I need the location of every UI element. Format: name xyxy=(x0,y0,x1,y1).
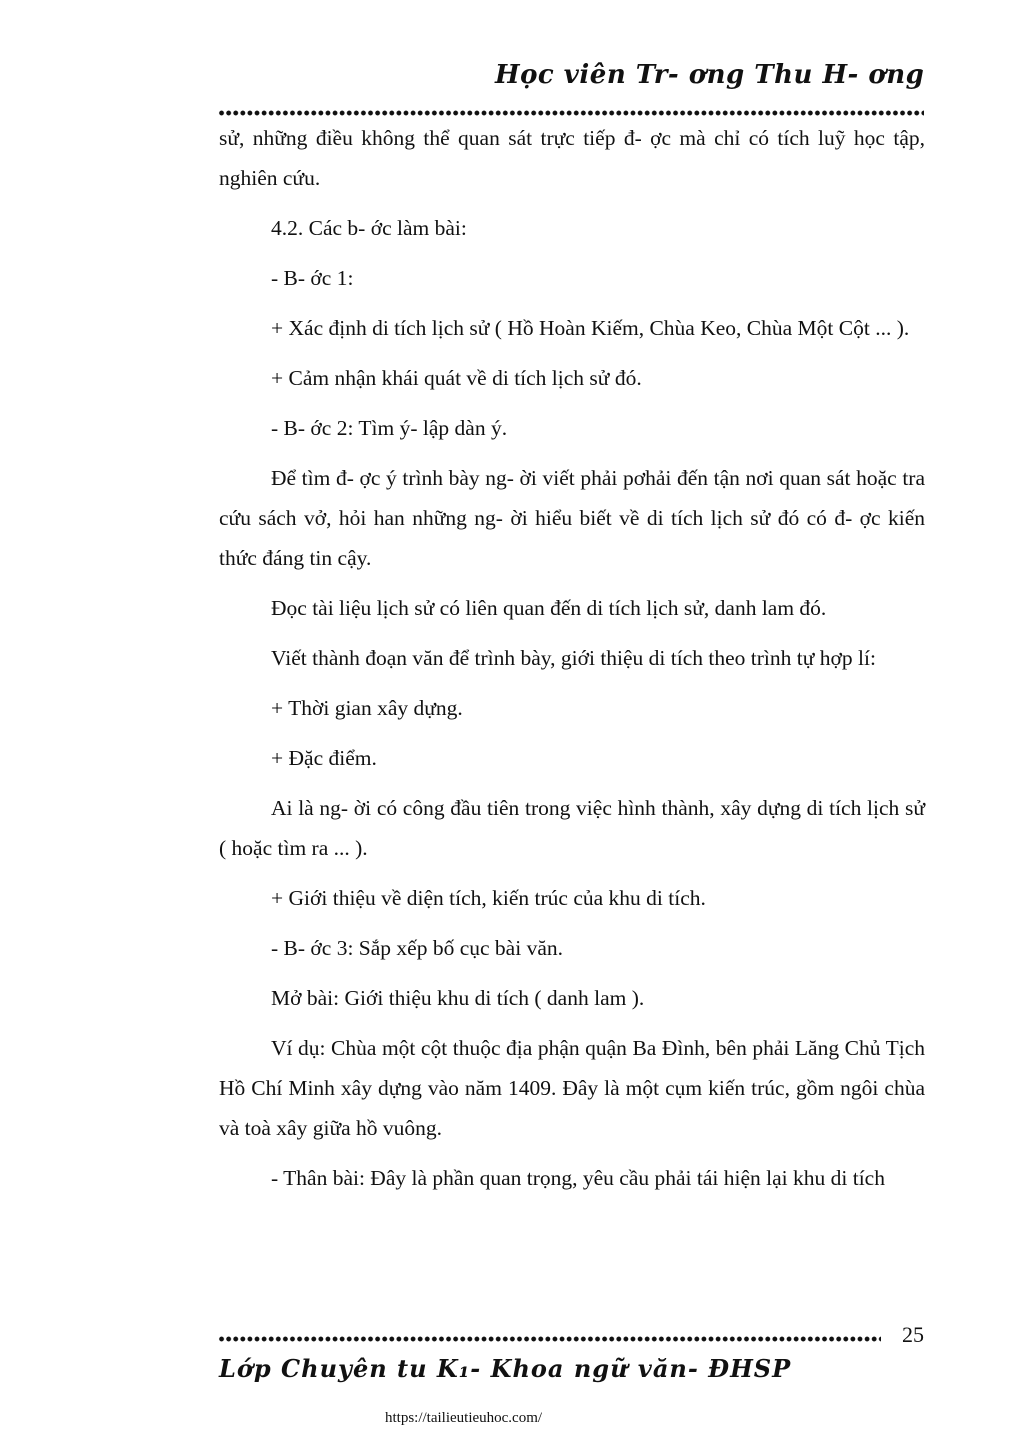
footer-dotted-rule xyxy=(218,1332,881,1346)
paragraph: - B- ớc 1: xyxy=(271,266,354,290)
paragraph: Mở bài: Giới thiệu khu di tích ( danh lam ). xyxy=(271,986,645,1010)
paragraph: - B- ớc 3: Sắp xếp bố cục bài văn. xyxy=(271,936,563,960)
paragraph: + Giới thiệu về diện tích, kiến trúc của khu di tích. xyxy=(271,886,706,910)
footer-title: Lớp Chuyên tu K₁- Khoa ngữ văn- ĐHSP xyxy=(219,1354,792,1383)
paragraph: + Xác định di tích lịch sử ( Hồ Hoàn Kiếm, Chùa Keo, Chùa Một Cột ... ). xyxy=(271,316,910,340)
paragraph: + Cảm nhận khái quát về di tích lịch sử đó. xyxy=(271,366,642,390)
paragraph: Để tìm đ- ợc ý trình bày ng- ời viết phải pơhải đến tận nơi quan sát hoặc tra cứu sách vở, hỏi han những ng- ời hiểu biết về di tích lịch sử đó có đ- ợc kiến thức đáng tin cậy. xyxy=(219,466,925,570)
paragraph: + Đặc điểm. xyxy=(271,746,377,770)
paragraph: Đọc tài liệu lịch sử có liên quan đến di tích lịch sử, danh lam đó. xyxy=(271,596,827,620)
paragraph: Viết thành đoạn văn để trình bày, giới thiệu di tích theo trình tự hợp lí: xyxy=(271,646,876,670)
header-title: Học viên Tr- ơng Thu H- ơng xyxy=(495,60,925,90)
paragraph: sử, những điều không thể quan sát trực tiếp đ- ợc mà chỉ có tích luỹ học tập, nghiên cứu. xyxy=(219,126,925,190)
source-url[interactable]: https://tailieutieuhoc.com/ xyxy=(385,1410,543,1426)
paragraph: + Thời gian xây dựng. xyxy=(271,696,463,720)
body-text xyxy=(219,118,925,1198)
paragraph: - Thân bài: Đây là phần quan trọng, yêu cầu phải tái hiện lại khu di tích xyxy=(271,1166,885,1190)
paragraph: Ví dụ: Chùa một cột thuộc địa phận quận Ba Đình, bên phải Lăng Chủ Tịch Hồ Chí Minh xây dựng vào năm 1409. Đây là một cụm kiến trúc, gồm ngôi chùa và toà xây giữa hồ vuông. xyxy=(219,1036,925,1140)
page-number: 25 xyxy=(902,1322,924,1347)
paragraph: - B- ớc 2: Tìm ý- lập dàn ý. xyxy=(271,416,508,440)
paragraph: 4.2. Các b- ớc làm bài: xyxy=(271,216,467,240)
paragraph: Ai là ng- ời có công đầu tiên trong việc hình thành, xây dựng di tích lịch sử ( hoặc tìm ra ... ). xyxy=(219,796,925,860)
